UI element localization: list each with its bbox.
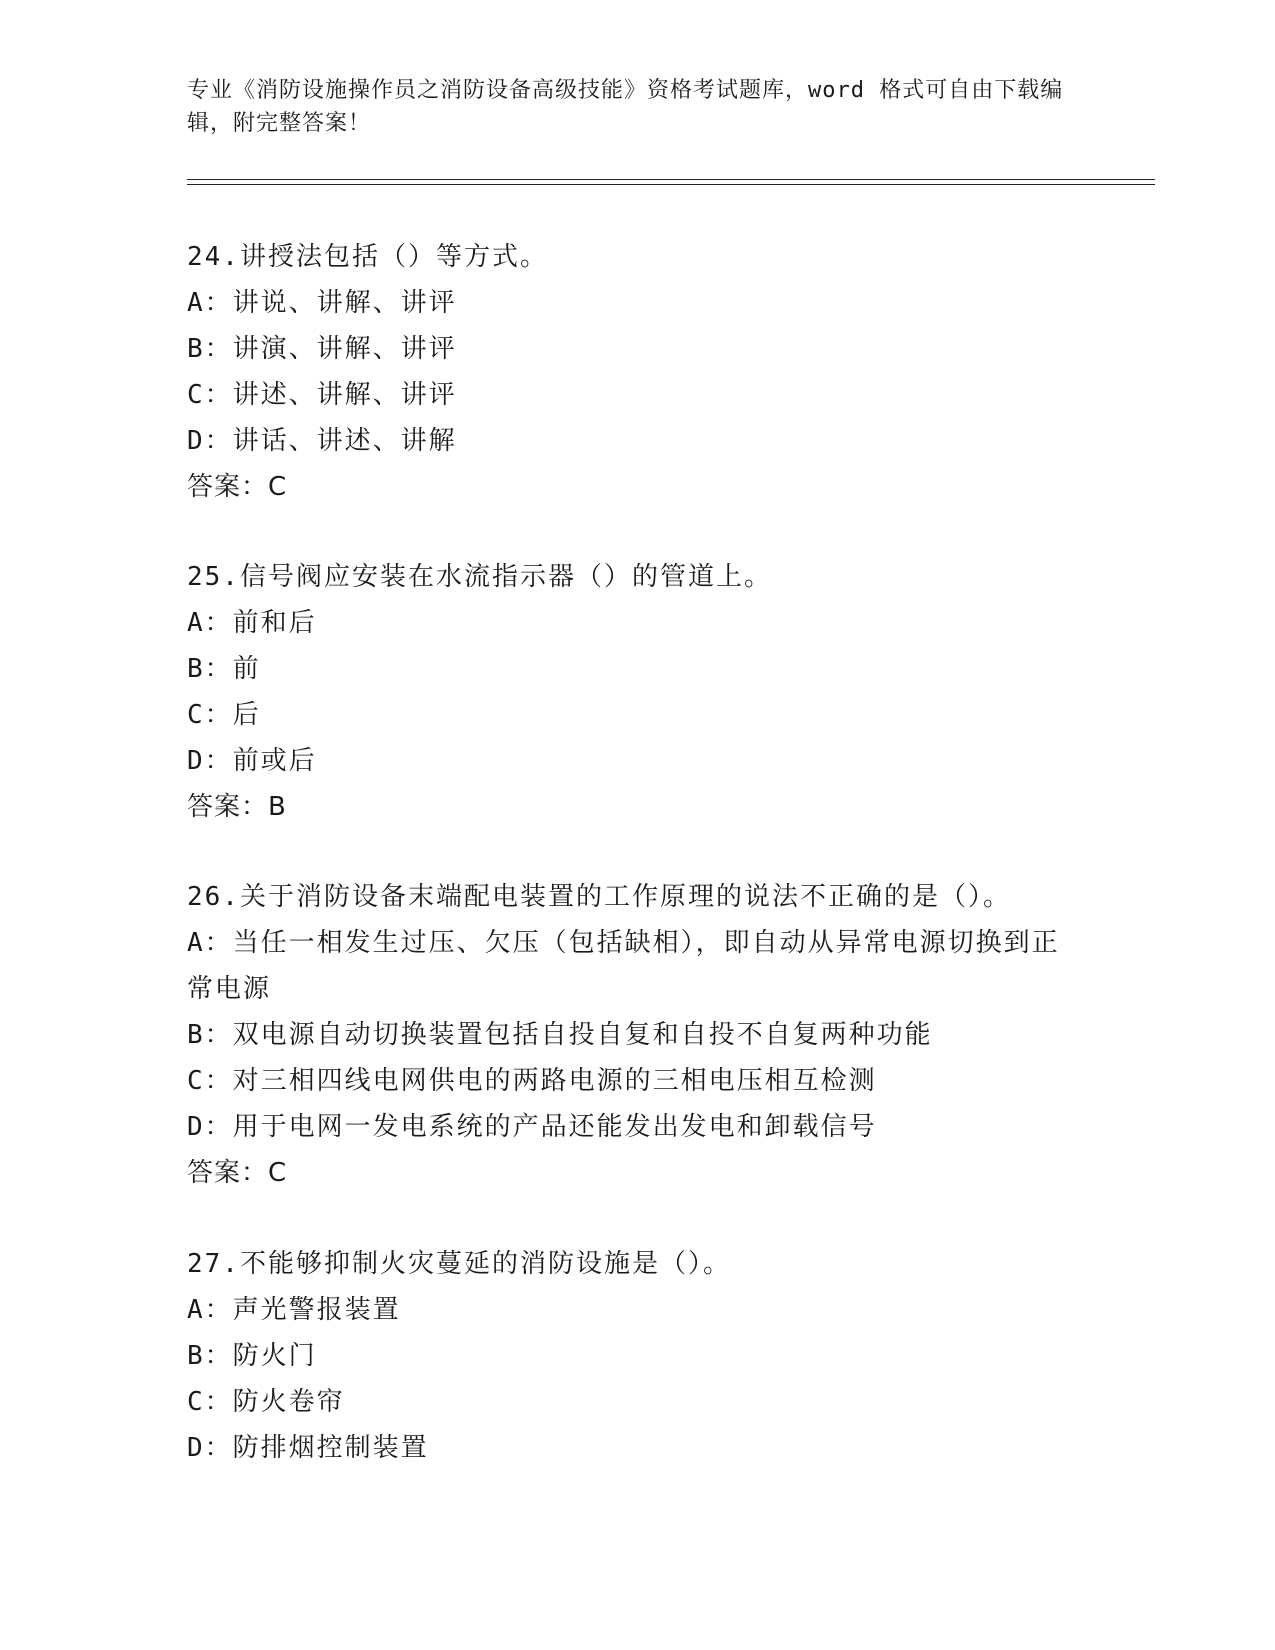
question-stem: 25.信号阀应安装在水流指示器（）的管道上。 — [187, 562, 772, 592]
option-b: B：讲演、讲解、讲评 — [187, 334, 457, 364]
answer-line: 答案：C — [187, 472, 288, 502]
option-c: C：后 — [187, 700, 261, 730]
answer-line: 答案：B — [187, 792, 287, 822]
option-b: B：双电源自动切换装置包括自投自复和自投不自复两种功能 — [187, 1020, 933, 1050]
question-stem: 27.不能够抑制火灾蔓延的消防设施是（）。 — [187, 1249, 731, 1279]
document-header: 专业《消防设施操作员之消防设备高级技能》资格考试题库，word 格式可自由下载编辑，附完整答案！ — [187, 78, 1064, 136]
option-d: D：前或后 — [187, 746, 317, 776]
option-d: D：讲话、讲述、讲解 — [187, 426, 457, 456]
option-c: C：防火卷帘 — [187, 1387, 345, 1417]
option-a: A：声光警报装置 — [187, 1295, 401, 1325]
option-c: C：讲述、讲解、讲评 — [187, 380, 457, 410]
option-a: A：前和后 — [187, 608, 317, 638]
header-divider-bottom — [187, 184, 1155, 185]
option-a: A：当任一相发生过压、欠压（包括缺相），即自动从异常电源切换到正常电源 — [187, 928, 1060, 1004]
option-d: D：防排烟控制装置 — [187, 1433, 429, 1463]
option-b: B：防火门 — [187, 1341, 317, 1371]
option-b: B：前 — [187, 654, 261, 684]
option-c: C：对三相四线电网供电的两路电源的三相电压相互检测 — [187, 1066, 877, 1096]
question-stem: 24.讲授法包括（）等方式。 — [187, 242, 548, 272]
option-a: A：讲说、讲解、讲评 — [187, 288, 457, 318]
question-26 — [187, 874, 1087, 1196]
header-divider-top — [187, 179, 1155, 180]
question-stem: 26.关于消防设备末端配电装置的工作原理的说法不正确的是（）。 — [187, 882, 1011, 912]
question-25 — [187, 554, 1087, 830]
option-d: D：用于电网一发电系统的产品还能发出发电和卸载信号 — [187, 1112, 877, 1142]
question-24 — [187, 234, 1087, 510]
question-27 — [187, 1241, 1087, 1471]
answer-line: 答案：C — [187, 1158, 288, 1188]
